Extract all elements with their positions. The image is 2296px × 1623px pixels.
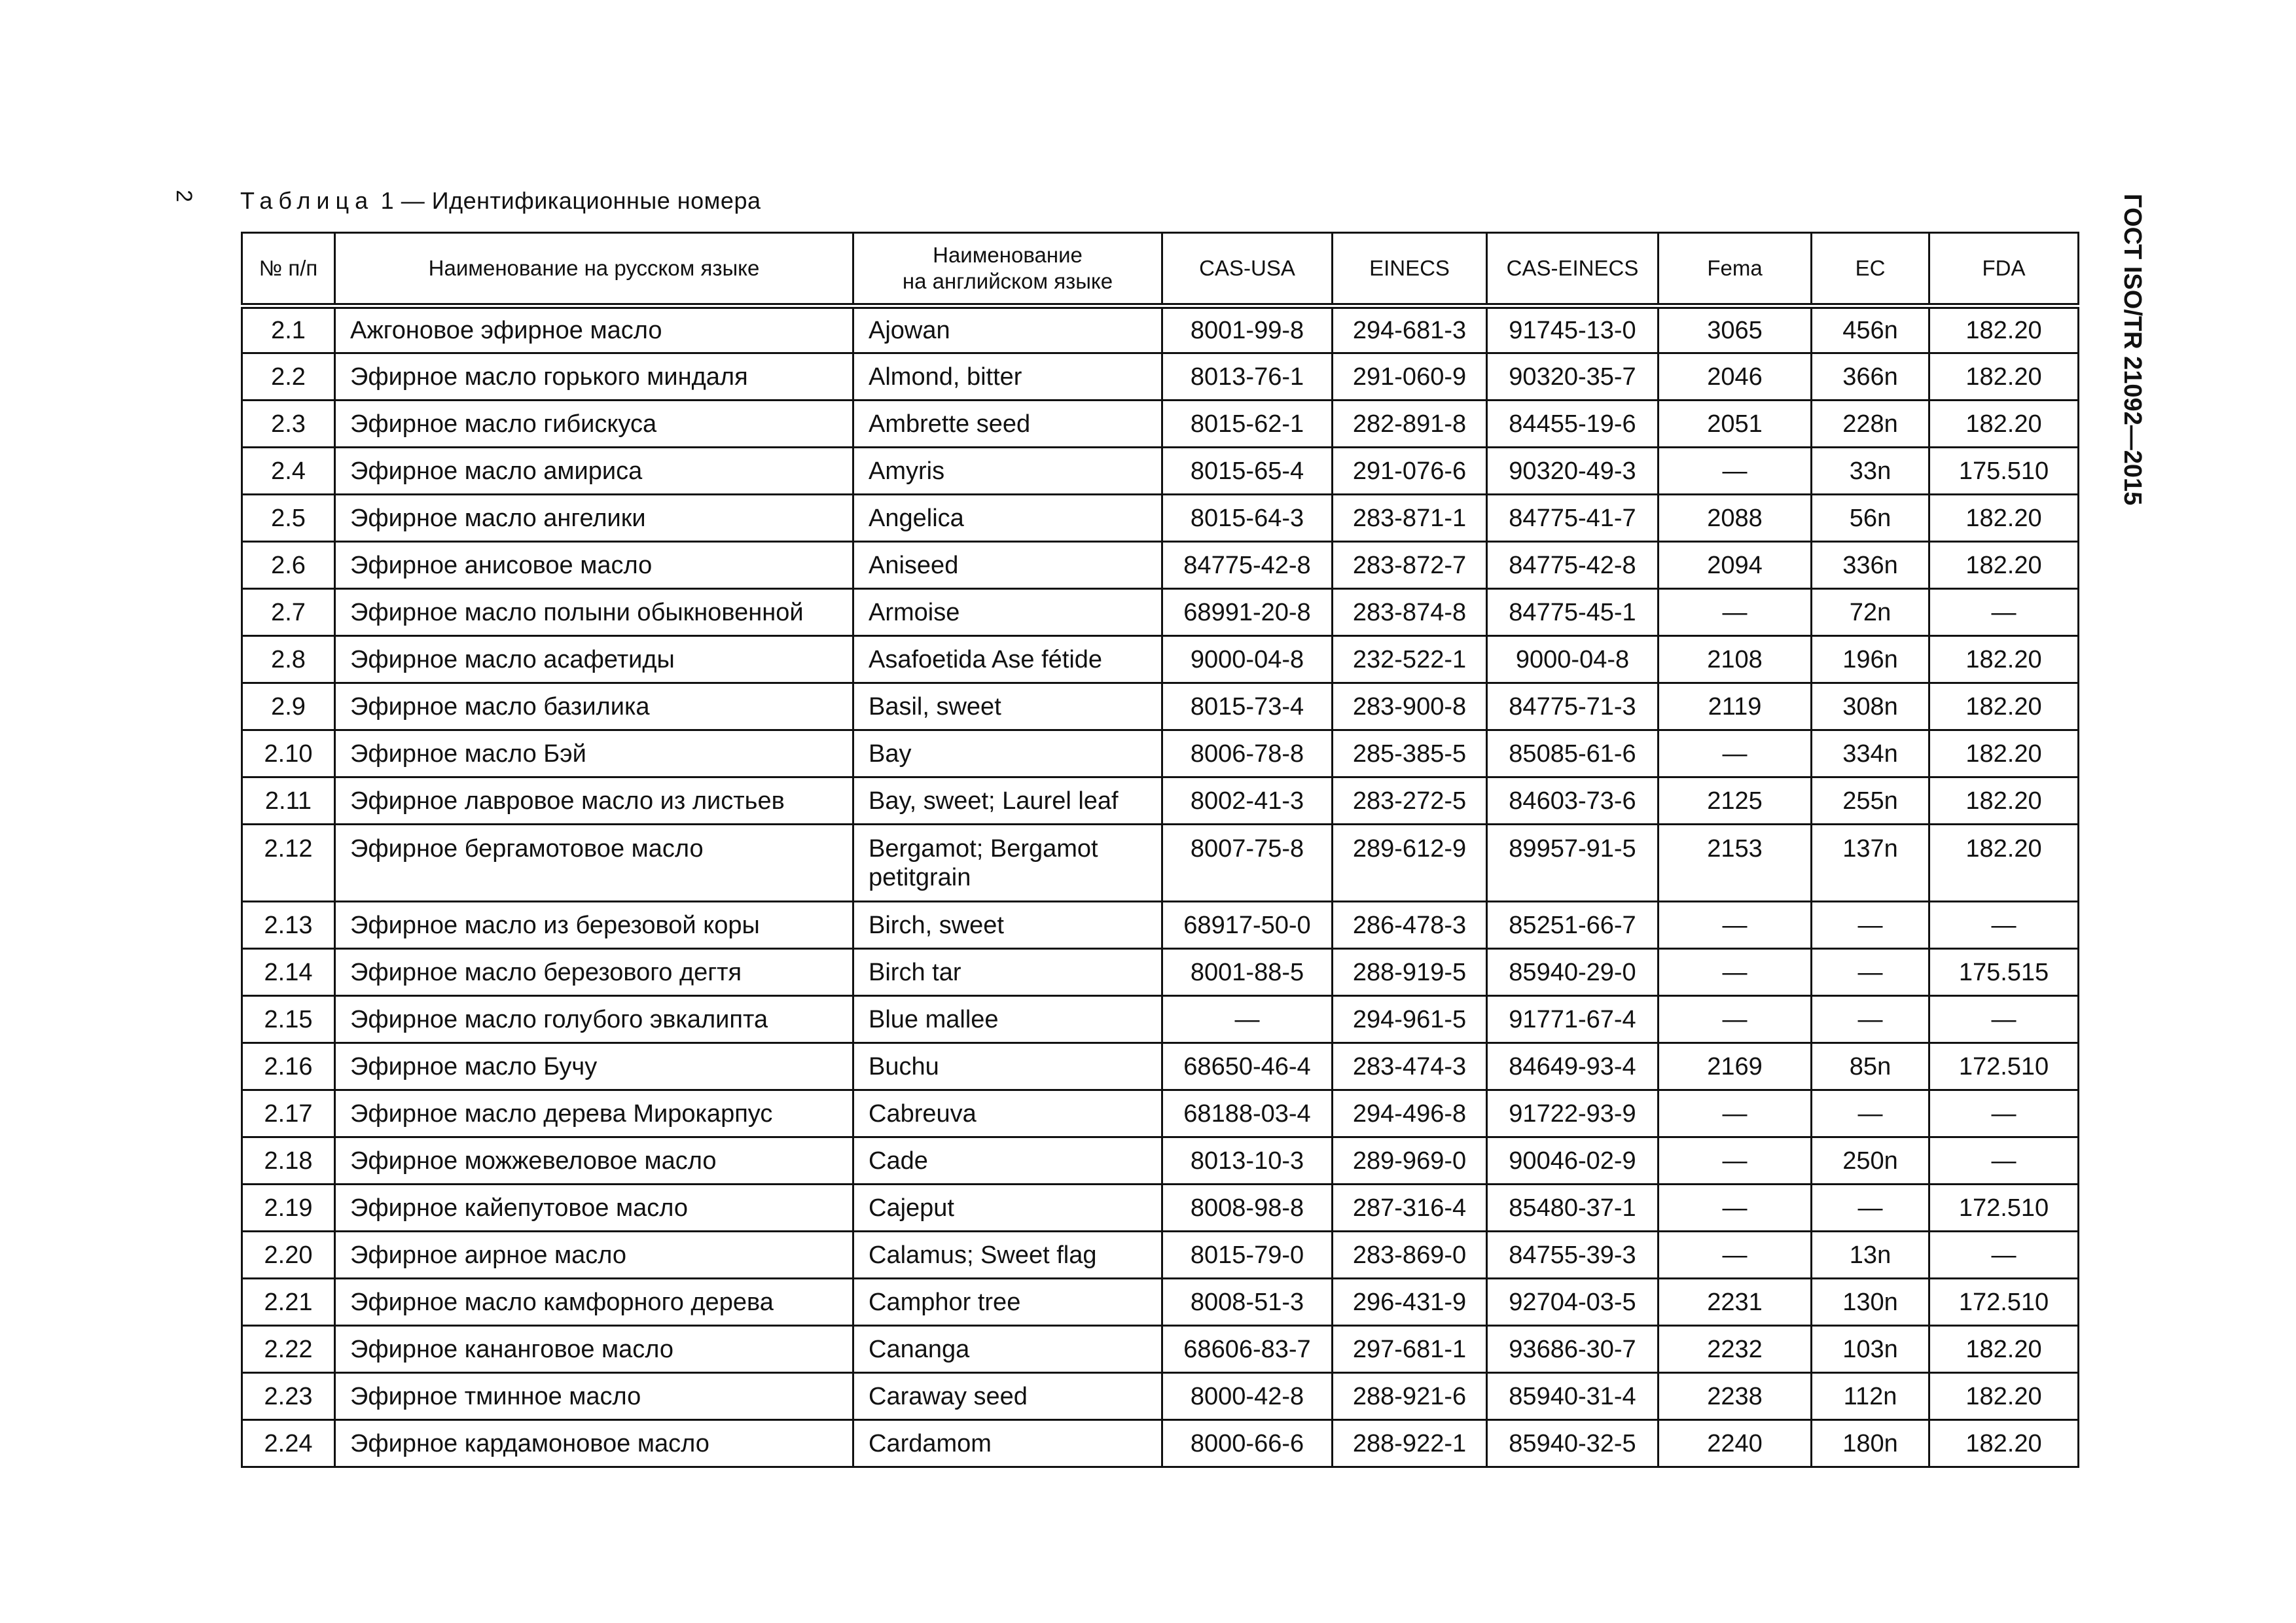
cell-ec: 56n xyxy=(1812,495,1929,542)
table-caption xyxy=(240,187,761,215)
cell-fema: — xyxy=(1659,1185,1812,1232)
cell-cas-usa: 8001-99-8 xyxy=(1162,306,1333,353)
cell-cas-einecs: 84649-93-4 xyxy=(1487,1043,1659,1090)
cell-cas-einecs: 84755-39-3 xyxy=(1487,1232,1659,1279)
cell-cas-einecs: 84775-42-8 xyxy=(1487,542,1659,589)
cell-english-name: Birch tar xyxy=(853,949,1162,996)
cell-number: 2.6 xyxy=(242,542,335,589)
cell-number: 2.7 xyxy=(242,589,335,636)
cell-einecs: 288-919-5 xyxy=(1333,949,1487,996)
cell-cas-einecs: 91771-67-4 xyxy=(1487,996,1659,1043)
table-row xyxy=(242,1420,2079,1467)
table-row xyxy=(242,1326,2079,1373)
cell-russian-name: Эфирное масло из березовой коры xyxy=(335,902,853,949)
cell-cas-usa: 68991-20-8 xyxy=(1162,589,1333,636)
cell-english-name: Amyris xyxy=(853,448,1162,495)
cell-russian-name: Эфирное масло березового дегтя xyxy=(335,949,853,996)
cell-einecs: 294-496-8 xyxy=(1333,1090,1487,1137)
cell-cas-einecs: 90046-02-9 xyxy=(1487,1137,1659,1185)
cell-fema: 2153 xyxy=(1659,825,1812,902)
cell-fda: 175.510 xyxy=(1929,448,2079,495)
table-row xyxy=(242,1373,2079,1420)
table-row xyxy=(242,401,2079,448)
cell-fda: 182.20 xyxy=(1929,636,2079,683)
cell-cas-usa: 68917-50-0 xyxy=(1162,902,1333,949)
cell-russian-name: Эфирное масло камфорного дерева xyxy=(335,1279,853,1326)
cell-russian-name: Эфирное масло Бучу xyxy=(335,1043,853,1090)
cell-russian-name: Ажгоновое эфирное масло xyxy=(335,306,853,353)
cell-ec: 308n xyxy=(1812,683,1929,730)
cell-fda: 172.510 xyxy=(1929,1185,2079,1232)
cell-einecs: 289-612-9 xyxy=(1333,825,1487,902)
cell-fda: — xyxy=(1929,1232,2079,1279)
cell-cas-einecs: 85480-37-1 xyxy=(1487,1185,1659,1232)
cell-ec: 456n xyxy=(1812,306,1929,353)
cell-fema: 2119 xyxy=(1659,683,1812,730)
table-header-row xyxy=(242,233,2079,306)
table-row xyxy=(242,589,2079,636)
cell-english-name: Bay xyxy=(853,730,1162,777)
cell-einecs: 291-060-9 xyxy=(1333,353,1487,401)
cell-cas-usa: 8015-62-1 xyxy=(1162,401,1333,448)
cell-ec: 85n xyxy=(1812,1043,1929,1090)
cell-russian-name: Эфирное кайепутовое масло xyxy=(335,1185,853,1232)
cell-english-name: Blue mallee xyxy=(853,996,1162,1043)
cell-einecs: 296-431-9 xyxy=(1333,1279,1487,1326)
cell-ec: — xyxy=(1812,996,1929,1043)
table-body xyxy=(242,306,2079,1467)
cell-english-name: Almond, bitter xyxy=(853,353,1162,401)
cell-einecs: 286-478-3 xyxy=(1333,902,1487,949)
cell-fema: 2240 xyxy=(1659,1420,1812,1467)
cell-fema: 2051 xyxy=(1659,401,1812,448)
cell-number: 2.21 xyxy=(242,1279,335,1326)
cell-einecs: 288-922-1 xyxy=(1333,1420,1487,1467)
table-row xyxy=(242,636,2079,683)
cell-english-name: Camphor tree xyxy=(853,1279,1162,1326)
cell-russian-name: Эфирное аирное масло xyxy=(335,1232,853,1279)
table-row xyxy=(242,495,2079,542)
table-row xyxy=(242,353,2079,401)
cell-number: 2.23 xyxy=(242,1373,335,1420)
cell-fema: — xyxy=(1659,1137,1812,1185)
cell-cas-usa: 8013-76-1 xyxy=(1162,353,1333,401)
cell-russian-name: Эфирное кардамоновое масло xyxy=(335,1420,853,1467)
cell-ec: 103n xyxy=(1812,1326,1929,1373)
cell-english-name: Bay, sweet; Laurel leaf xyxy=(853,777,1162,825)
cell-russian-name: Эфирное можжевеловое масло xyxy=(335,1137,853,1185)
cell-cas-einecs: 84775-45-1 xyxy=(1487,589,1659,636)
cell-fema: — xyxy=(1659,996,1812,1043)
cell-fema: 2169 xyxy=(1659,1043,1812,1090)
cell-english-name: Ambrette seed xyxy=(853,401,1162,448)
cell-cas-usa: 8015-79-0 xyxy=(1162,1232,1333,1279)
cell-cas-usa: 8007-75-8 xyxy=(1162,825,1333,902)
cell-cas-usa: 8015-73-4 xyxy=(1162,683,1333,730)
cell-number: 2.22 xyxy=(242,1326,335,1373)
header-ec: EC xyxy=(1812,233,1929,306)
cell-cas-usa: — xyxy=(1162,996,1333,1043)
cell-fema: 2231 xyxy=(1659,1279,1812,1326)
cell-fda: 182.20 xyxy=(1929,1420,2079,1467)
cell-fema: — xyxy=(1659,1232,1812,1279)
cell-ec: 130n xyxy=(1812,1279,1929,1326)
cell-cas-usa: 8008-98-8 xyxy=(1162,1185,1333,1232)
cell-cas-usa: 8000-66-6 xyxy=(1162,1420,1333,1467)
cell-einecs: 232-522-1 xyxy=(1333,636,1487,683)
cell-number: 2.5 xyxy=(242,495,335,542)
cell-fema: 2238 xyxy=(1659,1373,1812,1420)
caption-prefix: Таблица xyxy=(240,187,374,214)
cell-fda: — xyxy=(1929,1090,2079,1137)
cell-cas-einecs: 84603-73-6 xyxy=(1487,777,1659,825)
cell-einecs: 289-969-0 xyxy=(1333,1137,1487,1185)
cell-english-name: Buchu xyxy=(853,1043,1162,1090)
cell-english-name: Ajowan xyxy=(853,306,1162,353)
cell-ec: 255n xyxy=(1812,777,1929,825)
cell-ec: 366n xyxy=(1812,353,1929,401)
cell-russian-name: Эфирное масло гибискуса xyxy=(335,401,853,448)
cell-einecs: 294-961-5 xyxy=(1333,996,1487,1043)
cell-fema: — xyxy=(1659,448,1812,495)
cell-cas-einecs: 90320-49-3 xyxy=(1487,448,1659,495)
cell-einecs: 294-681-3 xyxy=(1333,306,1487,353)
cell-russian-name: Эфирное бергамотовое масло xyxy=(335,825,853,902)
cell-english-name: Calamus; Sweet flag xyxy=(853,1232,1162,1279)
cell-fda: 175.515 xyxy=(1929,949,2079,996)
cell-english-name: Cajeput xyxy=(853,1185,1162,1232)
cell-ec: 112n xyxy=(1812,1373,1929,1420)
cell-number: 2.12 xyxy=(242,825,335,902)
cell-number: 2.24 xyxy=(242,1420,335,1467)
identification-table xyxy=(241,232,2079,1468)
cell-cas-usa: 8008-51-3 xyxy=(1162,1279,1333,1326)
cell-cas-einecs: 85085-61-6 xyxy=(1487,730,1659,777)
header-einecs: EINECS xyxy=(1333,233,1487,306)
cell-cas-usa: 8002-41-3 xyxy=(1162,777,1333,825)
header-fema: Fema xyxy=(1659,233,1812,306)
cell-number: 2.2 xyxy=(242,353,335,401)
cell-number: 2.3 xyxy=(242,401,335,448)
cell-fda: 182.20 xyxy=(1929,1373,2079,1420)
cell-fema: — xyxy=(1659,949,1812,996)
cell-russian-name: Эфирное масло горького миндаля xyxy=(335,353,853,401)
cell-fema: 2125 xyxy=(1659,777,1812,825)
cell-number: 2.20 xyxy=(242,1232,335,1279)
cell-ec: 196n xyxy=(1812,636,1929,683)
table-row xyxy=(242,683,2079,730)
header-cas-einecs: CAS-EINECS xyxy=(1487,233,1659,306)
cell-cas-einecs: 84455-19-6 xyxy=(1487,401,1659,448)
table-row xyxy=(242,902,2079,949)
cell-fema: — xyxy=(1659,902,1812,949)
cell-number: 2.15 xyxy=(242,996,335,1043)
cell-english-name: Cananga xyxy=(853,1326,1162,1373)
cell-fema: 2108 xyxy=(1659,636,1812,683)
cell-russian-name: Эфирное масло Бэй xyxy=(335,730,853,777)
cell-einecs: 287-316-4 xyxy=(1333,1185,1487,1232)
cell-fda: 172.510 xyxy=(1929,1279,2079,1326)
cell-fda: 182.20 xyxy=(1929,683,2079,730)
cell-cas-einecs: 84775-41-7 xyxy=(1487,495,1659,542)
cell-cas-einecs: 9000-04-8 xyxy=(1487,636,1659,683)
cell-cas-usa: 68188-03-4 xyxy=(1162,1090,1333,1137)
cell-cas-usa: 68650-46-4 xyxy=(1162,1043,1333,1090)
cell-ec: — xyxy=(1812,1090,1929,1137)
cell-fda: 182.20 xyxy=(1929,730,2079,777)
cell-ec: 336n xyxy=(1812,542,1929,589)
page-number: 2 xyxy=(171,190,196,202)
cell-fema: 2094 xyxy=(1659,542,1812,589)
cell-english-name: Asafoetida Ase fétide xyxy=(853,636,1162,683)
cell-english-name: Aniseed xyxy=(853,542,1162,589)
cell-fema: 3065 xyxy=(1659,306,1812,353)
header-russian-name: Наименование на русском языке xyxy=(335,233,853,306)
table-row xyxy=(242,306,2079,353)
table-row xyxy=(242,996,2079,1043)
cell-english-name: Cabreuva xyxy=(853,1090,1162,1137)
cell-fema: 2232 xyxy=(1659,1326,1812,1373)
cell-english-name: Basil, sweet xyxy=(853,683,1162,730)
cell-cas-usa: 68606-83-7 xyxy=(1162,1326,1333,1373)
cell-number: 2.11 xyxy=(242,777,335,825)
cell-cas-einecs: 91745-13-0 xyxy=(1487,306,1659,353)
cell-fda: 182.20 xyxy=(1929,353,2079,401)
cell-english-name: Cardamom xyxy=(853,1420,1162,1467)
cell-fda: — xyxy=(1929,589,2079,636)
cell-fema: — xyxy=(1659,1090,1812,1137)
cell-russian-name: Эфирное лавровое масло из листьев xyxy=(335,777,853,825)
cell-russian-name: Эфирное масло дерева Мирокарпус xyxy=(335,1090,853,1137)
cell-einecs: 282-891-8 xyxy=(1333,401,1487,448)
cell-cas-einecs: 89957-91-5 xyxy=(1487,825,1659,902)
table-row xyxy=(242,730,2079,777)
cell-number: 2.19 xyxy=(242,1185,335,1232)
cell-fda: 182.20 xyxy=(1929,777,2079,825)
cell-fda: 182.20 xyxy=(1929,542,2079,589)
cell-einecs: 283-474-3 xyxy=(1333,1043,1487,1090)
cell-ec: 72n xyxy=(1812,589,1929,636)
cell-cas-einecs: 85940-29-0 xyxy=(1487,949,1659,996)
cell-english-name: Birch, sweet xyxy=(853,902,1162,949)
cell-cas-einecs: 85940-32-5 xyxy=(1487,1420,1659,1467)
cell-cas-einecs: 93686-30-7 xyxy=(1487,1326,1659,1373)
cell-einecs: 283-874-8 xyxy=(1333,589,1487,636)
cell-cas-usa: 8001-88-5 xyxy=(1162,949,1333,996)
cell-english-name: Cade xyxy=(853,1137,1162,1185)
cell-ec: — xyxy=(1812,949,1929,996)
cell-fda: 182.20 xyxy=(1929,306,2079,353)
cell-number: 2.16 xyxy=(242,1043,335,1090)
table-row xyxy=(242,777,2079,825)
cell-einecs: 283-272-5 xyxy=(1333,777,1487,825)
header-number: № п/п xyxy=(242,233,335,306)
cell-fda: 182.20 xyxy=(1929,401,2079,448)
cell-cas-usa: 8013-10-3 xyxy=(1162,1137,1333,1185)
cell-einecs: 283-871-1 xyxy=(1333,495,1487,542)
cell-einecs: 283-872-7 xyxy=(1333,542,1487,589)
cell-russian-name: Эфирное масло полыни обыкновенной xyxy=(335,589,853,636)
table-row xyxy=(242,1279,2079,1326)
cell-russian-name: Эфирное масло асафетиды xyxy=(335,636,853,683)
cell-fda: 182.20 xyxy=(1929,825,2079,902)
cell-cas-usa: 8015-64-3 xyxy=(1162,495,1333,542)
table-row xyxy=(242,542,2079,589)
cell-fda: — xyxy=(1929,1137,2079,1185)
cell-english-name: Angelica xyxy=(853,495,1162,542)
table-row xyxy=(242,949,2079,996)
cell-cas-einecs: 90320-35-7 xyxy=(1487,353,1659,401)
cell-fema: 2088 xyxy=(1659,495,1812,542)
cell-russian-name: Эфирное тминное масло xyxy=(335,1373,853,1420)
cell-cas-usa: 84775-42-8 xyxy=(1162,542,1333,589)
cell-cas-einecs: 85940-31-4 xyxy=(1487,1373,1659,1420)
header-fda: FDA xyxy=(1929,233,2079,306)
cell-number: 2.13 xyxy=(242,902,335,949)
table-row xyxy=(242,1232,2079,1279)
cell-english-name: Armoise xyxy=(853,589,1162,636)
cell-fema: 2046 xyxy=(1659,353,1812,401)
header-english-name: Наименование на английском языке xyxy=(853,233,1162,306)
cell-cas-usa: 9000-04-8 xyxy=(1162,636,1333,683)
cell-russian-name: Эфирное масло базилика xyxy=(335,683,853,730)
document-side-title: ГОСТ ISO/TR 21092—2015 xyxy=(2119,194,2146,506)
cell-ec: — xyxy=(1812,1185,1929,1232)
cell-ec: 334n xyxy=(1812,730,1929,777)
cell-number: 2.9 xyxy=(242,683,335,730)
cell-fda: 182.20 xyxy=(1929,495,2079,542)
cell-number: 2.10 xyxy=(242,730,335,777)
cell-number: 2.1 xyxy=(242,306,335,353)
cell-russian-name: Эфирное масло амириса xyxy=(335,448,853,495)
cell-fda: 172.510 xyxy=(1929,1043,2079,1090)
header-cas-usa: CAS-USA xyxy=(1162,233,1333,306)
cell-number: 2.18 xyxy=(242,1137,335,1185)
cell-einecs: 283-869-0 xyxy=(1333,1232,1487,1279)
cell-number: 2.17 xyxy=(242,1090,335,1137)
cell-einecs: 283-900-8 xyxy=(1333,683,1487,730)
cell-ec: — xyxy=(1812,902,1929,949)
cell-cas-usa: 8015-65-4 xyxy=(1162,448,1333,495)
cell-ec: 13n xyxy=(1812,1232,1929,1279)
cell-fda: 182.20 xyxy=(1929,1326,2079,1373)
cell-ec: 137n xyxy=(1812,825,1929,902)
table-row xyxy=(242,1090,2079,1137)
table-row xyxy=(242,825,2079,902)
table-row xyxy=(242,448,2079,495)
cell-ec: 33n xyxy=(1812,448,1929,495)
table-row xyxy=(242,1043,2079,1090)
cell-english-name: Bergamot; Bergamot petitgrain xyxy=(853,825,1162,902)
caption-text: 1 — Идентификационные номера xyxy=(380,187,761,214)
cell-einecs: 285-385-5 xyxy=(1333,730,1487,777)
cell-fema: — xyxy=(1659,730,1812,777)
cell-einecs: 288-921-6 xyxy=(1333,1373,1487,1420)
cell-russian-name: Эфирное канангoвое масло xyxy=(335,1326,853,1373)
cell-russian-name: Эфирное анисовое масло xyxy=(335,542,853,589)
cell-russian-name: Эфирное масло ангелики xyxy=(335,495,853,542)
cell-cas-einecs: 84775-71-3 xyxy=(1487,683,1659,730)
cell-cas-usa: 8006-78-8 xyxy=(1162,730,1333,777)
cell-cas-einecs: 91722-93-9 xyxy=(1487,1090,1659,1137)
cell-cas-usa: 8000-42-8 xyxy=(1162,1373,1333,1420)
cell-ec: 250n xyxy=(1812,1137,1929,1185)
cell-fda: — xyxy=(1929,902,2079,949)
cell-fda: — xyxy=(1929,996,2079,1043)
cell-number: 2.4 xyxy=(242,448,335,495)
cell-ec: 228n xyxy=(1812,401,1929,448)
cell-ec: 180n xyxy=(1812,1420,1929,1467)
cell-einecs: 297-681-1 xyxy=(1333,1326,1487,1373)
table-row xyxy=(242,1137,2079,1185)
cell-number: 2.8 xyxy=(242,636,335,683)
table-row xyxy=(242,1185,2079,1232)
cell-fema: — xyxy=(1659,589,1812,636)
cell-russian-name: Эфирное масло голубого эвкалипта xyxy=(335,996,853,1043)
cell-number: 2.14 xyxy=(242,949,335,996)
cell-einecs: 291-076-6 xyxy=(1333,448,1487,495)
cell-cas-einecs: 92704-03-5 xyxy=(1487,1279,1659,1326)
cell-cas-einecs: 85251-66-7 xyxy=(1487,902,1659,949)
cell-english-name: Caraway seed xyxy=(853,1373,1162,1420)
